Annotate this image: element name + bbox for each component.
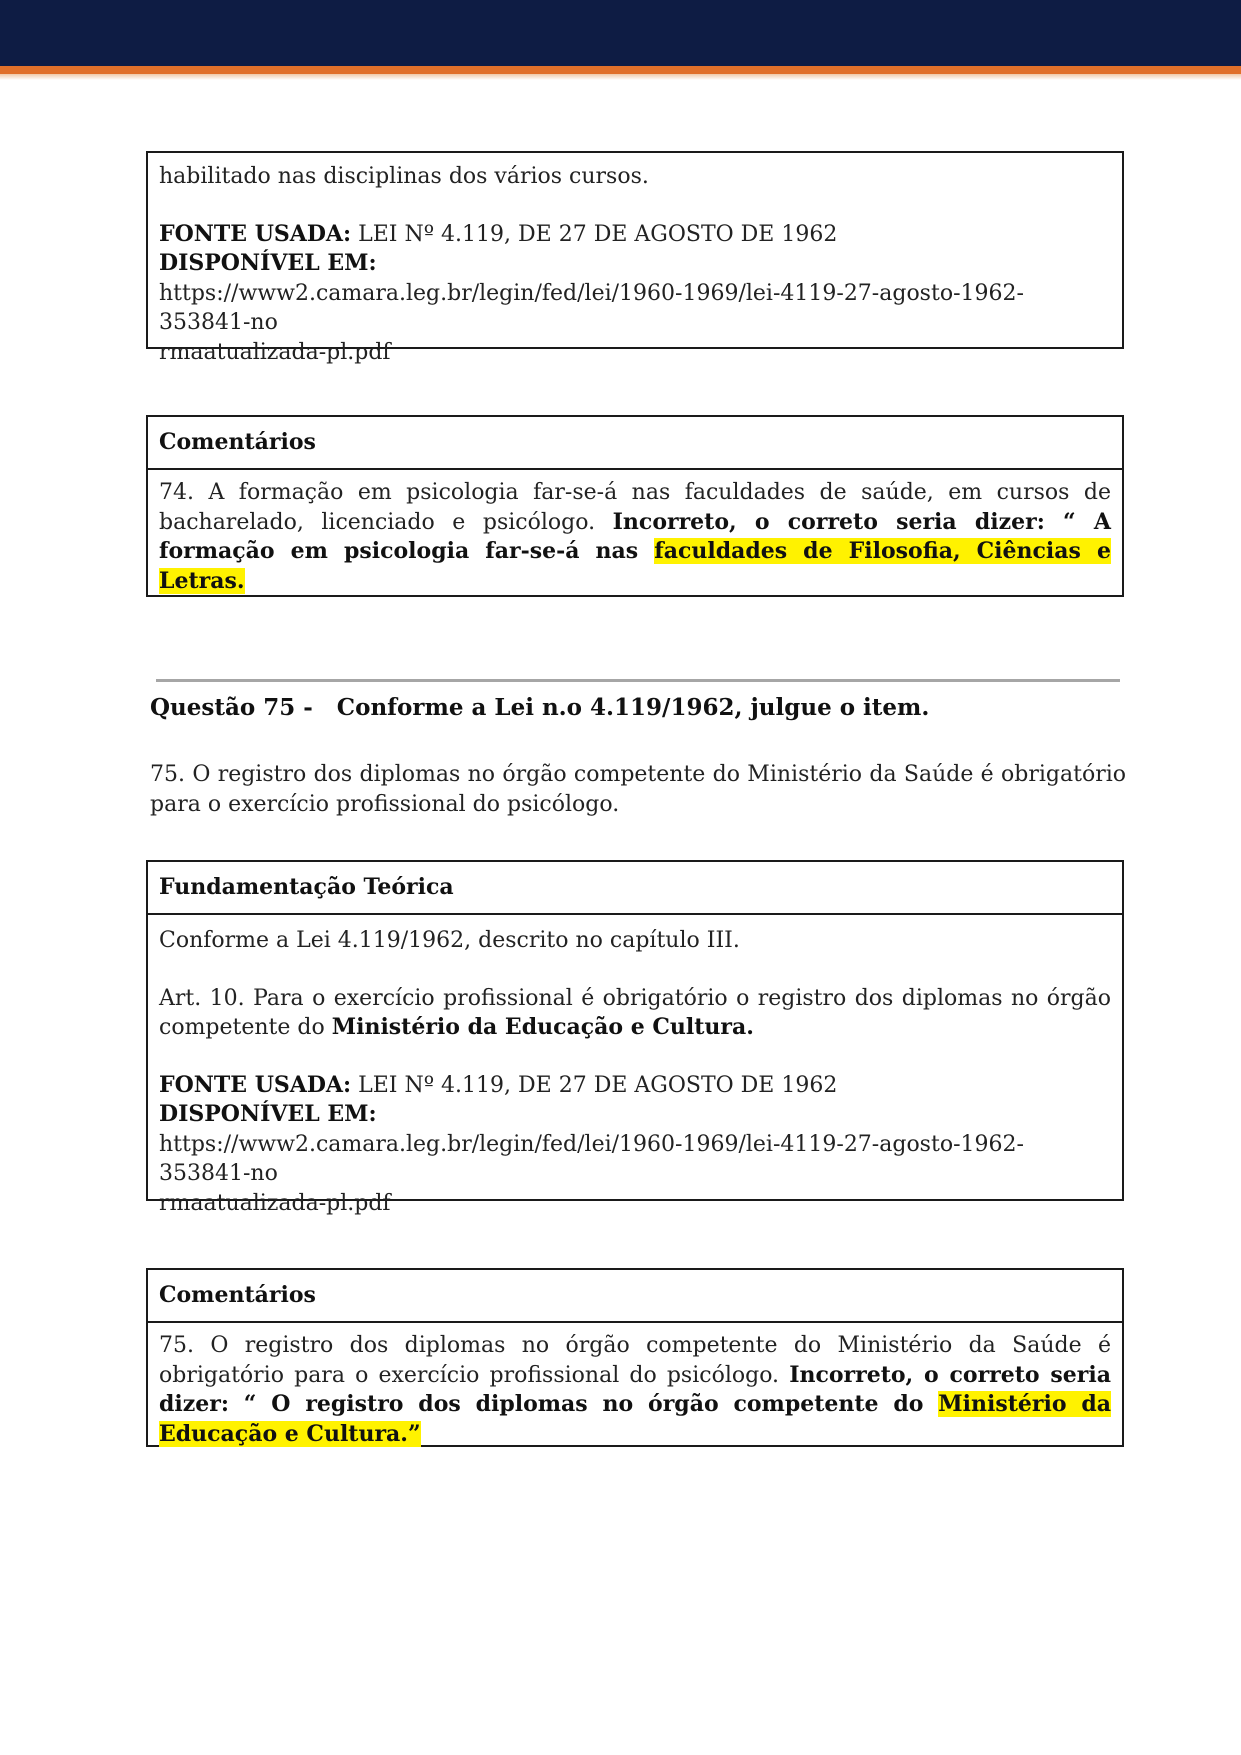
question-heading: Questão 75 - Conforme a Lei n.o 4.119/1962, julgue o item. [150, 694, 930, 721]
available-label: DISPONÍVEL EM: [159, 250, 377, 276]
comment-bold: Incorreto, o correto seria dizer: “ A formação em psicologia far-se-á nas [159, 508, 1112, 564]
source-line [159, 220, 1111, 250]
source-url-line-1: https://www2.camara.leg.br/legin/fed/lei/1960-1969/lei-4119-27-agosto-1962-353841-no [159, 1131, 1024, 1186]
article-plain: Art. 10. Para o exercício profissional é obrigatório o registro dos diplomas no órgão competente do [159, 985, 1111, 1040]
theory-line: Conforme a Lei 4.119/1962, descrito no capítulo III. [159, 928, 740, 953]
question-statement: 75. O registro dos diplomas no órgão competente do Ministério da Saúde é obrigatório para o exercício profissional do psicólogo. [150, 762, 1126, 817]
source-line [159, 1071, 1111, 1101]
comment-highlight: faculdades de Filosofia, Ciências e Letras. [159, 538, 1111, 594]
comment-text [159, 1331, 1111, 1449]
article-text [159, 984, 1111, 1043]
theory-box [146, 860, 1124, 1216]
header-bar [0, 0, 1241, 66]
source-url-line-1: https://www2.camara.leg.br/legin/fed/lei/1960-1969/lei-4119-27-agosto-1962-353841-no [159, 280, 1024, 335]
header-shadow [0, 74, 1241, 80]
source-value: LEI Nº 4.119, DE 27 DE AGOSTO DE 1962 [351, 1072, 838, 1098]
source-url-line-2: rmaatualizada-pl.pdf [159, 1190, 391, 1216]
source-label: FONTE USADA: [159, 1071, 352, 1098]
comment-bold: Incorreto, o correto seria dizer: “ O registro dos diplomas no órgão competente do [159, 1361, 1111, 1417]
theory-title: Fundamentação Teórica [148, 862, 1122, 915]
comment-plain: 74. A formação em psicologia far-se-á nas faculdades de saúde, em cursos de bacharelado, licenciado e psicólogo. [159, 480, 1111, 535]
article-bold: Ministério da Educação e Cultura. [331, 1014, 754, 1040]
comment-box-74 [146, 415, 1124, 597]
comment-box-75 [146, 1268, 1124, 1447]
source-label: FONTE USADA: [159, 220, 352, 247]
comment-plain: 75. O registro dos diplomas no órgão competente do Ministério da Saúde é obrigatório para o exercício profissional do psicólogo. [159, 1333, 1111, 1388]
source-url-line-2: rmaatualizada-pl.pdf [159, 339, 391, 365]
question-statement-block [150, 760, 1126, 819]
available-label: DISPONÍVEL EM: [159, 1101, 377, 1127]
source-box-74 [146, 151, 1124, 365]
comment-title: Comentários [148, 1270, 1122, 1323]
intro-text: habilitado nas disciplinas dos vários cursos. [159, 164, 649, 189]
source-value: LEI Nº 4.119, DE 27 DE AGOSTO DE 1962 [351, 221, 838, 247]
header-accent-stripe [0, 66, 1241, 74]
section-divider [156, 679, 1120, 682]
comment-highlight: Ministério da Educação e Cultura.” [159, 1391, 1111, 1447]
comment-title: Comentários [148, 417, 1122, 470]
comment-text [159, 478, 1111, 596]
